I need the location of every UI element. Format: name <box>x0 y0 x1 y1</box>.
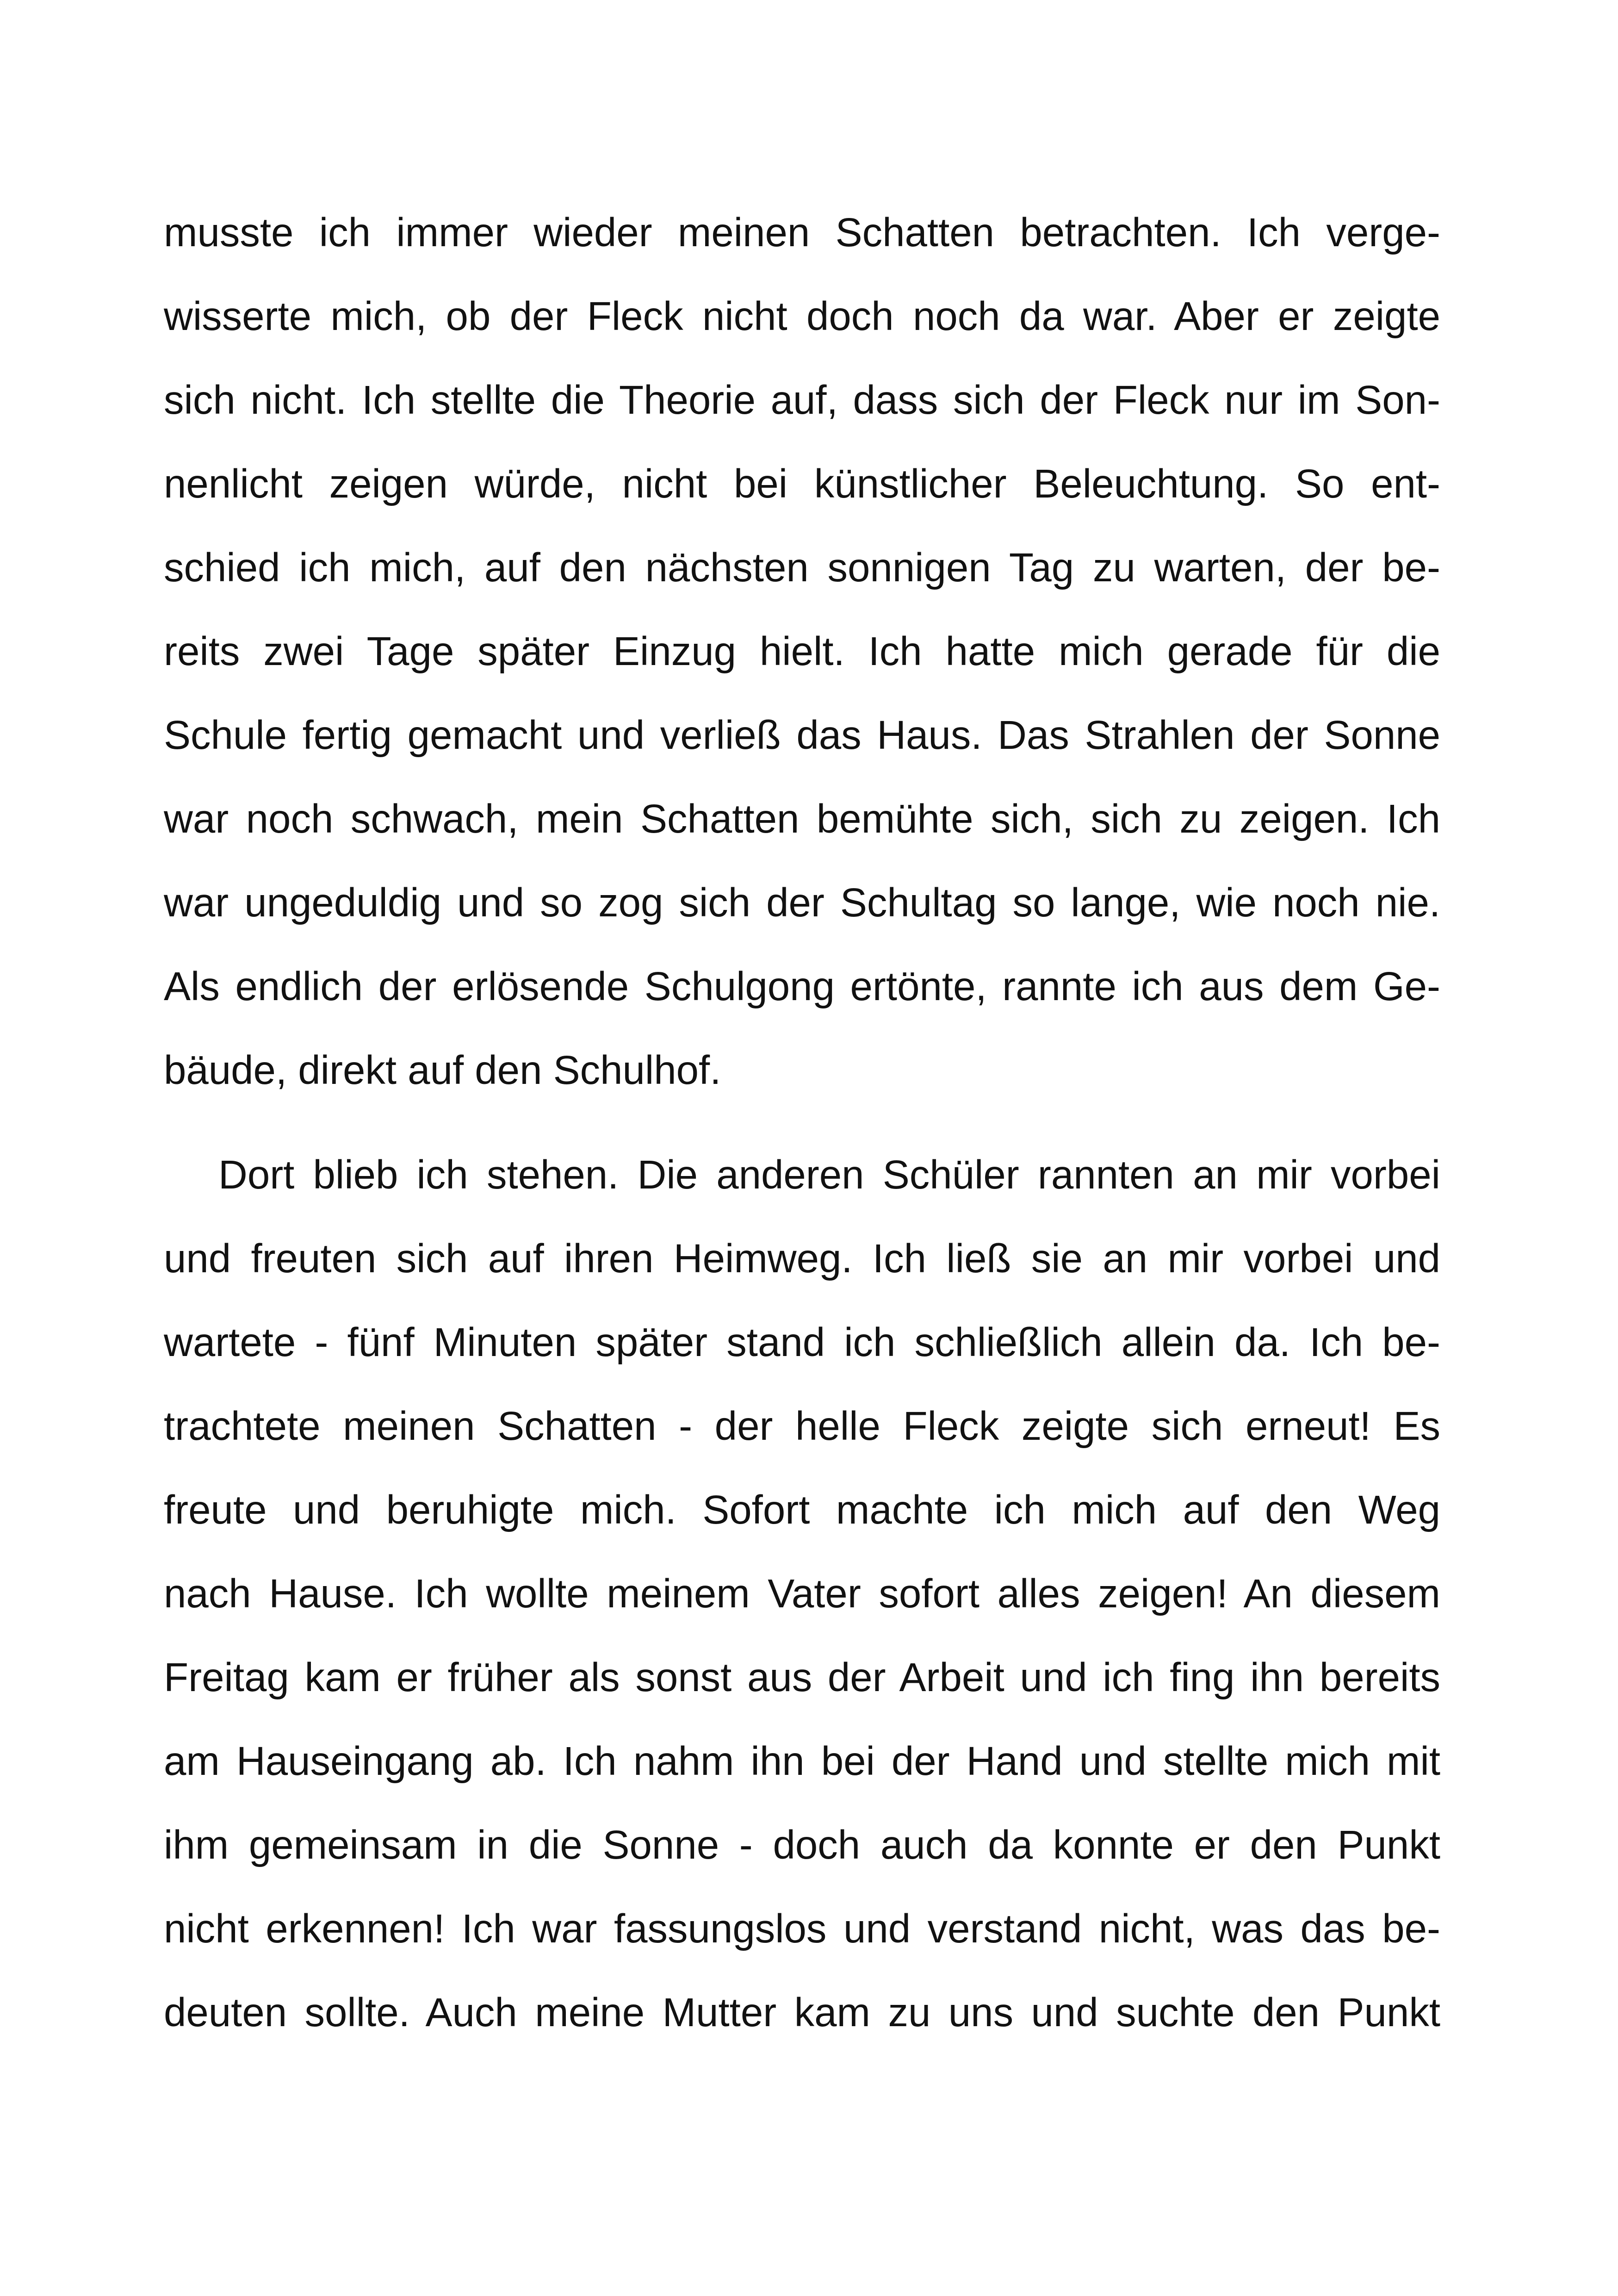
text-line: schied ich mich, auf den nächsten sonnigen Tag zu warten, der be- <box>164 545 1440 590</box>
text-line: deuten sollte. Auch meine Mutter kam zu uns und suchte den Punkt <box>164 1990 1440 2035</box>
text-line: Als endlich der erlösende Schulgong ertönte, rannte ich aus dem Ge- <box>164 964 1440 1009</box>
text-line: reits zwei Tage später Einzug hielt. Ich hatte mich gerade für die <box>164 629 1440 674</box>
text-line: Freitag kam er früher als sonst aus der Arbeit und ich fing ihn bereits <box>164 1655 1440 1700</box>
text-line: Schule fertig gemacht und verließ das Haus. Das Strahlen der Sonne <box>164 713 1440 758</box>
text-line: nenlicht zeigen würde, nicht bei künstlicher Beleuchtung. So ent- <box>164 461 1440 506</box>
text-line: und freuten sich auf ihren Heimweg. Ich ließ sie an mir vorbei und <box>164 1236 1440 1281</box>
text-line: trachtete meinen Schatten - der helle Fleck zeigte sich erneut! Es <box>164 1404 1440 1449</box>
text-line: ihm gemeinsam in die Sonne - doch auch da konnte er den Punkt <box>164 1823 1440 1867</box>
text-line: wisserte mich, ob der Fleck nicht doch noch da war. Aber er zeigte <box>164 294 1440 339</box>
text-line: sich nicht. Ich stellte die Theorie auf, dass sich der Fleck nur im Son- <box>164 378 1440 423</box>
text-line: wartete - fünf Minuten später stand ich schließlich allein da. Ich be- <box>164 1320 1440 1365</box>
text-line: nach Hause. Ich wollte meinem Vater sofort alles zeigen! An diesem <box>164 1571 1440 1616</box>
text-line: Dort blieb ich stehen. Die anderen Schüler rannten an mir vorbei <box>218 1152 1440 1197</box>
text-line: am Hauseingang ab. Ich nahm ihn bei der Hand und stellte mich mit <box>164 1739 1440 1784</box>
text-line: nicht erkennen! Ich war fassungslos und verstand nicht, was das be- <box>164 1906 1440 1951</box>
text-line: musste ich immer wieder meinen Schatten betrachten. Ich verge- <box>164 210 1440 255</box>
text-line: war noch schwach, mein Schatten bemühte sich, sich zu zeigen. Ich <box>164 796 1440 841</box>
text-line: war ungeduldig und so zog sich der Schultag so lange, wie noch nie. <box>164 880 1440 925</box>
text-line: freute und beruhigte mich. Sofort machte ich mich auf den Weg <box>164 1487 1440 1532</box>
text-line: bäude, direkt auf den Schulhof. <box>164 1048 721 1093</box>
